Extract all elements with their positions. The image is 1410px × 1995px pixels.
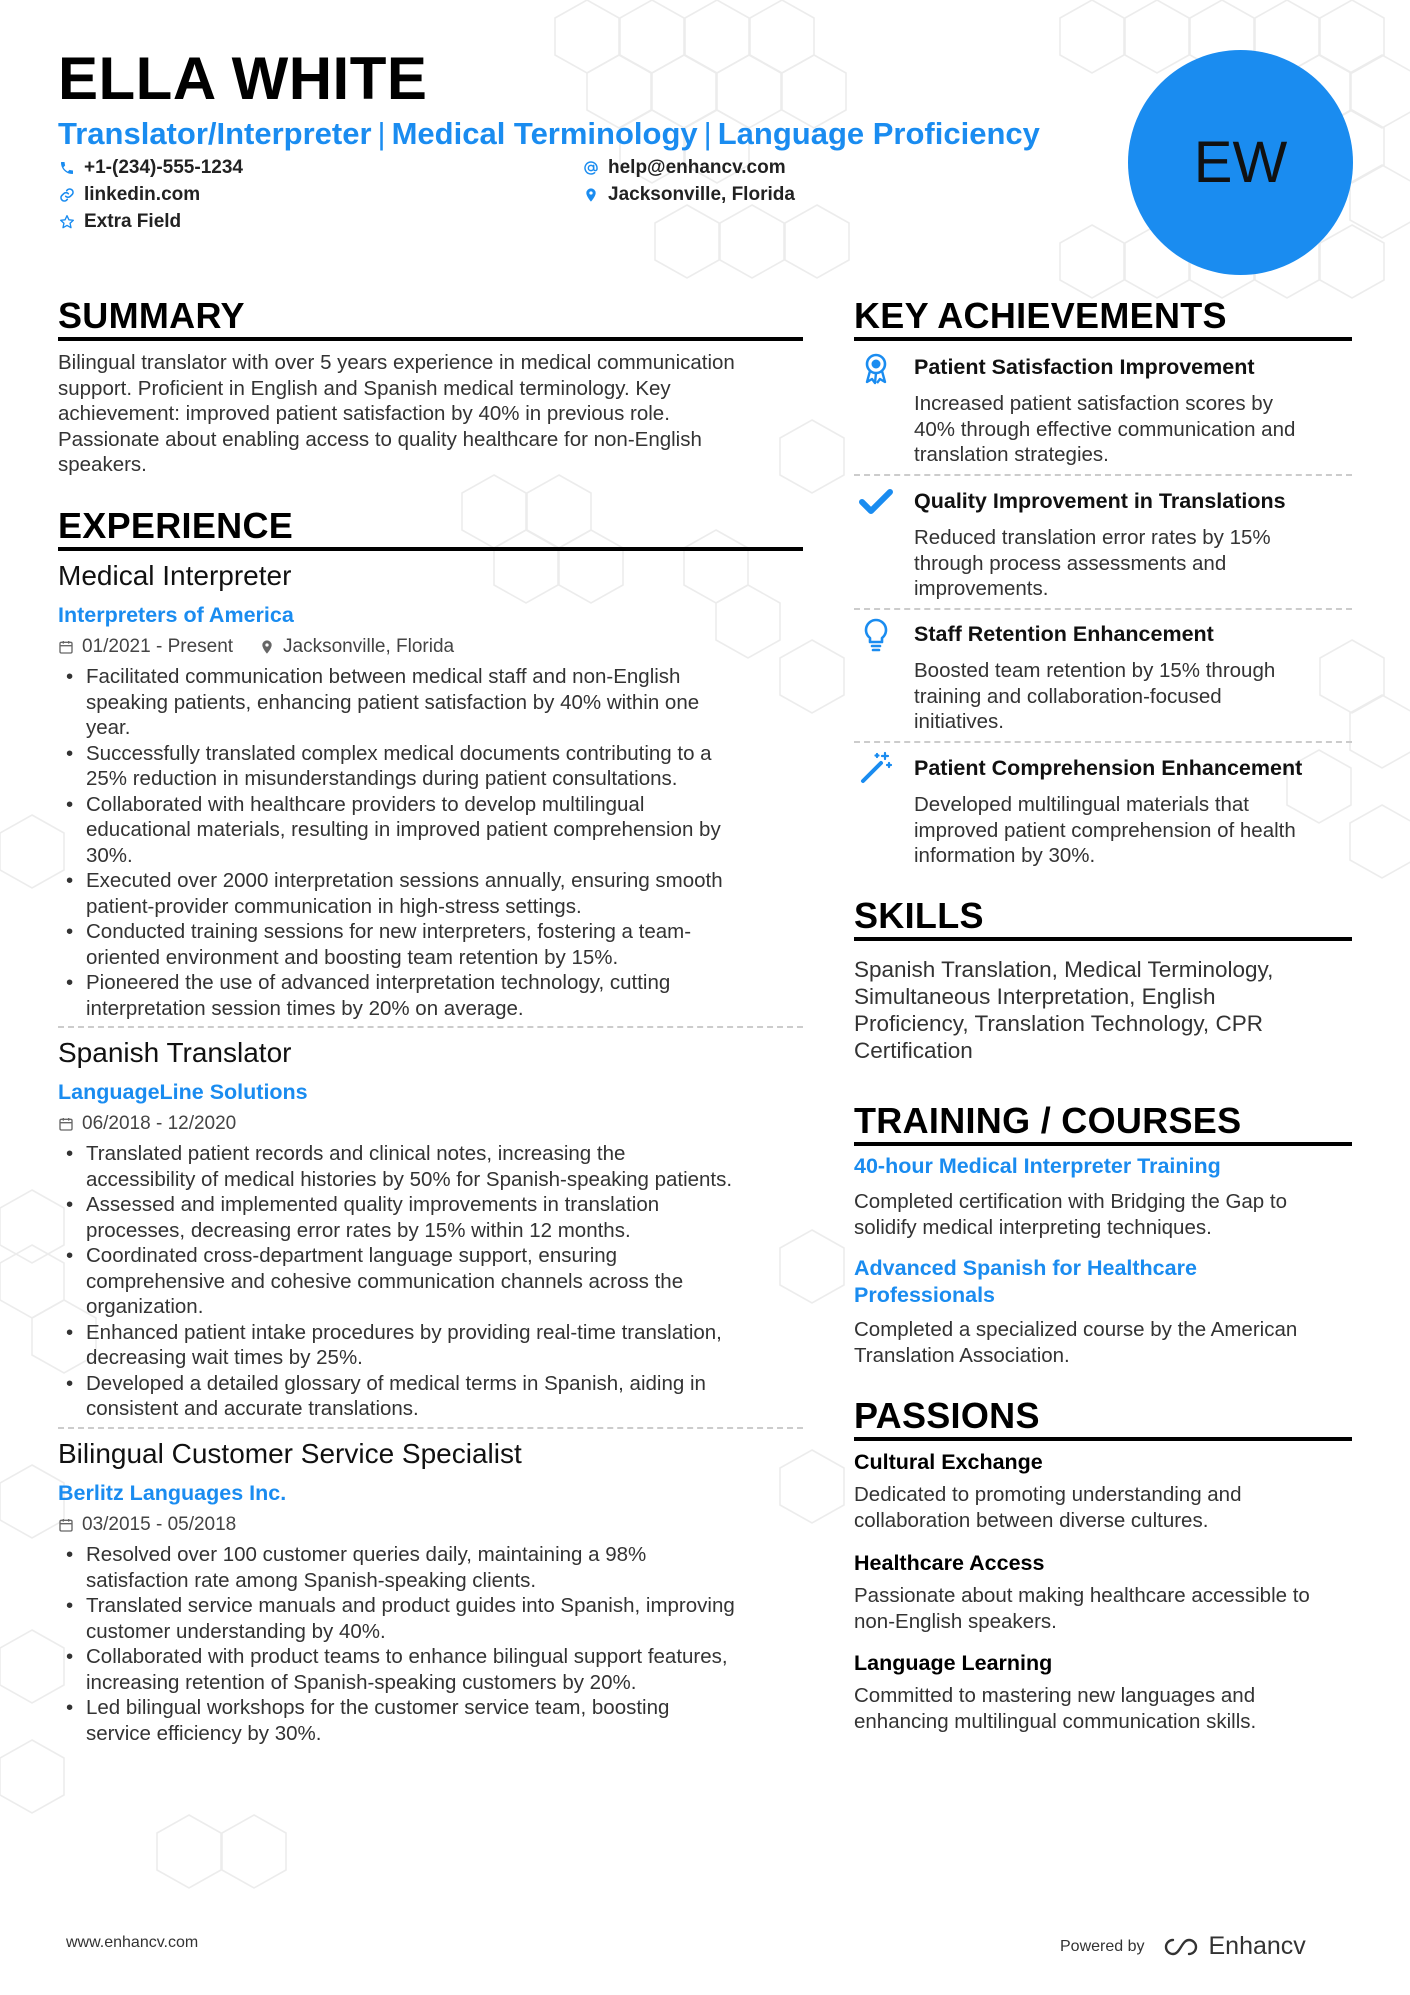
candidate-name: ELLA WHITE bbox=[58, 45, 428, 112]
achievements-heading: KEY ACHIEVEMENTS bbox=[854, 295, 1227, 336]
skills-heading: SKILLS bbox=[854, 895, 984, 936]
linkedin-url: linkedin.com bbox=[84, 184, 201, 205]
location-pin-icon bbox=[259, 639, 275, 655]
list-item: • Translated patient records and clinical notes, increasing the accessibility of medical histories by 50% for Spanish-speaking patients. bbox=[58, 1141, 803, 1192]
passion-title: Healthcare Access bbox=[854, 1551, 1045, 1575]
achievement-description: Developed multilingual materials that improved patient comprehension of health information by 30%. bbox=[914, 793, 1296, 867]
job-divider bbox=[58, 1427, 803, 1429]
footer-powered-by[interactable] bbox=[1060, 1932, 1306, 1961]
contact-email[interactable] bbox=[582, 157, 786, 179]
list-item: • Enhanced patient intake procedures by providing real-time translation, decreasing wait times by 25%. bbox=[58, 1320, 803, 1371]
contact-location bbox=[582, 184, 795, 206]
link-icon bbox=[58, 186, 76, 204]
company-name: Interpreters of America bbox=[58, 603, 294, 627]
skills-divider bbox=[854, 937, 1352, 941]
list-item: • Pioneered the use of advanced interpretation technology, cutting interpretation session times by 20% on average. bbox=[58, 970, 803, 1021]
list-item: • Coordinated cross-department language support, ensuring comprehensive and cohesive communication channels across the organization. bbox=[58, 1243, 803, 1320]
passion-title: Language Learning bbox=[854, 1651, 1053, 1675]
summary-line: support. Proficient in English and Spanish medical terminology. Key bbox=[58, 376, 671, 400]
experience-heading: EXPERIENCE bbox=[58, 505, 294, 546]
training-heading: TRAINING / COURSES bbox=[854, 1100, 1242, 1141]
course-description: Completed certification with Bridging the Gap to solidify medical interpreting techniques. bbox=[854, 1190, 1288, 1239]
headline-separator: | bbox=[377, 116, 386, 151]
location-text: Jacksonville, Florida bbox=[608, 184, 795, 205]
location-pin-icon bbox=[582, 186, 600, 204]
company-name: LanguageLine Solutions bbox=[58, 1080, 308, 1104]
list-item: • Led bilingual workshops for the customer service team, boosting service efficiency by 30%. bbox=[58, 1695, 803, 1746]
award-ribbon-icon bbox=[858, 350, 894, 386]
headline-separator: | bbox=[703, 116, 712, 151]
calendar-icon bbox=[58, 1517, 74, 1533]
job-divider bbox=[58, 1026, 803, 1028]
list-item: • Developed a detailed glossary of medical terms in Spanish, aiding in consistent and accurate translations. bbox=[58, 1371, 803, 1422]
job-dates: 03/2015 - 05/2018 bbox=[82, 1514, 237, 1535]
footer-website-link[interactable]: www.enhancv.com bbox=[66, 1934, 199, 1951]
calendar-icon bbox=[58, 639, 74, 655]
summary-text bbox=[58, 350, 818, 478]
job-title: Bilingual Customer Service Specialist bbox=[58, 1438, 522, 1469]
job-title: Medical Interpreter bbox=[58, 560, 292, 591]
headline-skill: Language Proficiency bbox=[717, 116, 1040, 151]
summary-heading: SUMMARY bbox=[58, 295, 245, 336]
training-divider bbox=[854, 1142, 1352, 1146]
contact-linkedin[interactable] bbox=[58, 184, 200, 206]
achievement-title: Staff Retention Enhancement bbox=[914, 622, 1214, 646]
enhancv-logo-mark-icon bbox=[1159, 1936, 1203, 1958]
summary-line: achievement: improved patient satisfaction by 40% in previous role. bbox=[58, 402, 670, 425]
summary-line: speakers. bbox=[58, 453, 147, 476]
skills-list: Spanish Translation, Medical Terminology, Simultaneous Interpretation, English Proficiency, Translation Technology, CPR Certification bbox=[854, 957, 1274, 1063]
headline bbox=[58, 116, 1040, 152]
job-bullets bbox=[58, 664, 803, 1021]
list-item: • Facilitated communication between medical staff and non-English speaking patients, enhancing patient satisfaction by 40% within one year. bbox=[58, 664, 803, 741]
achievement-divider bbox=[854, 474, 1352, 476]
star-icon bbox=[58, 213, 76, 231]
course-description: Completed a specialized course by the American Translation Association. bbox=[854, 1318, 1298, 1367]
passions-divider bbox=[854, 1437, 1352, 1441]
list-item: • Conducted training sessions for new interpreters, fostering a team- oriented environment and boosting team retention by 15%. bbox=[58, 919, 803, 970]
headline-skill: Medical Terminology bbox=[391, 116, 698, 151]
summary-line: Bilingual translator with over 5 years experience in medical communication bbox=[58, 351, 735, 374]
enhancv-logo bbox=[1159, 1932, 1306, 1961]
checkmark-icon bbox=[858, 484, 894, 520]
company-name: Berlitz Languages Inc. bbox=[58, 1481, 287, 1505]
passions-heading: PASSIONS bbox=[854, 1395, 1040, 1436]
magic-wand-icon bbox=[858, 750, 894, 786]
passion-description: Passionate about making healthcare accessible to non-English speakers. bbox=[854, 1584, 1310, 1633]
list-item: • Collaborated with healthcare providers to develop multilingual educational materials, resulting in improved patient comprehension by 30%. bbox=[58, 792, 803, 869]
course-title: Advanced Spanish for Healthcare Professionals bbox=[854, 1256, 1197, 1307]
job-title: Spanish Translator bbox=[58, 1037, 292, 1068]
job-location: Jacksonville, Florida bbox=[283, 636, 455, 657]
lightbulb-icon bbox=[858, 616, 894, 652]
list-item: • Successfully translated complex medical documents contributing to a 25% reduction in misunderstandings during patient consultations. bbox=[58, 741, 803, 792]
summary-line: Passionate about enabling access to quality healthcare for non-English bbox=[58, 427, 702, 451]
contact-extra-field bbox=[58, 211, 181, 233]
avatar-initials: EW bbox=[1128, 50, 1353, 275]
phone-number: +1-(234)-555-1234 bbox=[84, 157, 243, 178]
job-dates: 06/2018 - 12/2020 bbox=[82, 1113, 237, 1134]
passion-description: Committed to mastering new languages and enhancing multilingual communication skills. bbox=[854, 1684, 1257, 1733]
course-title: 40-hour Medical Interpreter Training bbox=[854, 1154, 1221, 1178]
email-address: help@enhancv.com bbox=[608, 157, 786, 178]
experience-divider bbox=[58, 547, 803, 551]
headline-role: Translator/Interpreter bbox=[58, 116, 372, 151]
brand-name: Enhancv bbox=[1208, 1932, 1306, 1960]
achievement-description: Boosted team retention by 15% through training and collaboration-focused initiatives. bbox=[914, 659, 1276, 733]
list-item: • Translated service manuals and product guides into Spanish, improving customer understanding by 40%. bbox=[58, 1593, 803, 1644]
achievement-divider bbox=[854, 741, 1352, 743]
job-bullets bbox=[58, 1141, 803, 1422]
contact-phone[interactable] bbox=[58, 157, 243, 179]
job-bullets bbox=[58, 1542, 803, 1746]
list-item: • Assessed and implemented quality improvements in translation processes, decreasing error rates by 15% within 12 months. bbox=[58, 1192, 803, 1243]
job-dates: 01/2021 - Present bbox=[82, 636, 234, 657]
achievement-description: Reduced translation error rates by 15% through process assessments and improvements. bbox=[914, 526, 1271, 600]
extra-field-text: Extra Field bbox=[84, 211, 182, 232]
summary-divider bbox=[58, 337, 803, 341]
job-meta bbox=[58, 636, 454, 658]
achievement-title: Patient Comprehension Enhancement bbox=[914, 756, 1303, 780]
passion-title: Cultural Exchange bbox=[854, 1450, 1043, 1474]
achievement-title: Patient Satisfaction Improvement bbox=[914, 355, 1255, 379]
job-meta bbox=[58, 1514, 236, 1536]
achievement-divider bbox=[854, 608, 1352, 610]
achievement-title: Quality Improvement in Translations bbox=[914, 489, 1286, 513]
list-item: • Collaborated with product teams to enhance bilingual support features, increasing retention of Spanish-speaking customers by 20%. bbox=[58, 1644, 803, 1695]
list-item: • Executed over 2000 interpretation sessions annually, ensuring smooth patient-provider communication in high-stress settings. bbox=[58, 868, 803, 919]
calendar-icon bbox=[58, 1116, 74, 1132]
at-sign-icon bbox=[582, 159, 600, 177]
list-item: • Resolved over 100 customer queries daily, maintaining a 98% satisfaction rate among Spanish-speaking clients. bbox=[58, 1542, 803, 1593]
achievement-description: Increased patient satisfaction scores by 40% through effective communication and translation strategies. bbox=[914, 392, 1296, 466]
passion-description: Dedicated to promoting understanding and collaboration between diverse cultures. bbox=[854, 1483, 1242, 1532]
powered-by-label: Powered by bbox=[1060, 1937, 1145, 1955]
achievements-divider bbox=[854, 337, 1352, 341]
phone-icon bbox=[58, 159, 76, 177]
job-meta bbox=[58, 1113, 236, 1135]
